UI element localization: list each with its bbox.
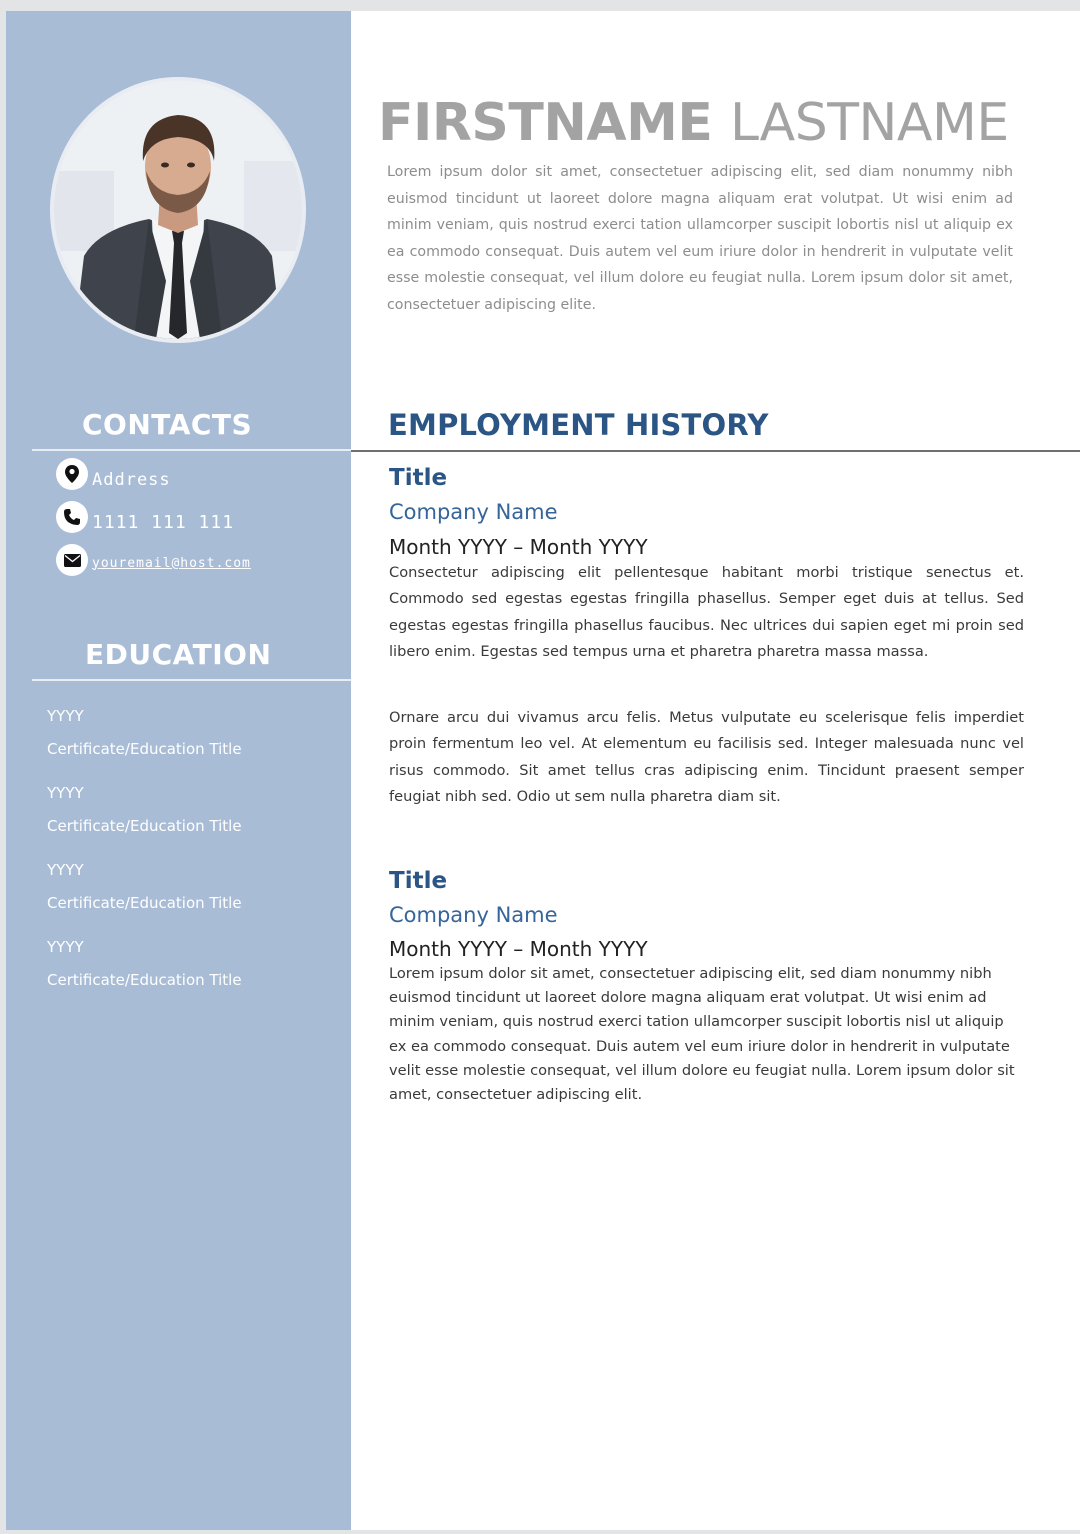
contacts-heading: CONTACTS [82,408,253,441]
employment-heading: EMPLOYMENT HISTORY [388,408,769,442]
education-divider [32,679,351,681]
contact-email [56,544,251,576]
contact-phone [56,501,234,533]
last-name: LASTNAME [729,93,1009,153]
company-name: Company Name [389,903,558,927]
job-description: Ornare arcu dui vivamus arcu felis. Metus vulputate eu scelerisque felis imperdiet proin fermentum leo vel. At elementum eu facilisis sed. Integer malesuada nunc vel risus commodo. Sit amet tellus cras adipiscing enim. Tincidunt praesent semper feugiat nibh sed. Odio ut sem nulla pharetra diam sit. [389,709,1024,806]
education-year: YYYY [47,938,84,956]
email-link[interactable]: youremail@host.com [92,555,251,571]
job-dates: Month YYYY – Month YYYY [389,535,648,559]
person-illustration [54,81,302,339]
envelope-icon [56,544,88,576]
company-name: Company Name [389,500,558,524]
education-year: YYYY [47,784,84,802]
education-year: YYYY [47,861,84,879]
job-dates: Month YYYY – Month YYYY [389,937,648,961]
phone-icon [56,501,88,533]
job-description: Lorem ipsum dolor sit amet, consectetuer adipiscing elit, sed diam nonummy nibh euismod tincidunt ut laoreet dolore magna aliquam erat volutpat. Ut wisi enim ad minim veniam, quis nostrud exerci tation ullamcorper suscipit lobortis nisl ut aliquip ex ea commodo consequat. Duis autem vel eum iriure dolor in hendrerit in vulputate velit esse molestie consequat, vel illum dolore eu feugiat nulla. Lorem ipsum dolor sit amet, consectetuer adipiscing elit. [389,965,1015,1104]
education-title: Certificate/Education Title [47,740,242,758]
education-title: Certificate/Education Title [47,817,242,835]
resume-page [6,11,1080,1530]
profile-photo [50,77,306,343]
education-title: Certificate/Education Title [47,894,242,912]
phone-text: 1111 111 111 [92,512,235,533]
address-text: Address [92,469,171,490]
job-title: Title [389,868,448,894]
employment-divider [351,450,1080,452]
map-pin-icon [56,458,88,490]
profile-summary: Lorem ipsum dolor sit amet, consectetuer adipiscing elit, sed diam nonummy nibh euismod tincidunt ut laoreet dolore magna aliquam erat volutpat. Ut wisi enim ad minim veniam, quis nostrud exerci tation ullamcorper suscipit lobortis nisl ut aliquip ex ea commodo consequat. Duis autem vel eum iriure dolor in hendrerit in vulputate velit esse molestie consequat, vel illum dolore eu feugiat nulla. Lorem ipsum dolor sit amet, consectetuer adipiscing elite. [387,164,1013,313]
job-title: Title [389,465,448,491]
education-heading: EDUCATION [85,638,272,671]
education-year: YYYY [47,707,84,725]
first-name: FIRSTNAME [378,93,713,153]
contact-address [56,458,171,490]
sidebar [6,11,351,1530]
education-title: Certificate/Education Title [47,971,242,989]
full-name [378,93,1009,153]
job-description: Consectetur adipiscing elit pellentesque habitant morbi tristique senectus et. Commodo sed egestas egestas fringilla phasellus. Semper eget duis at tellus. Sed egestas egestas fringilla phasellus faucibus. Nec ultrices dui sapien eget mi proin sed libero enim. Egestas sed tempus urna et pharetra pharetra massa massa. [389,564,1024,661]
contacts-divider [32,449,351,451]
